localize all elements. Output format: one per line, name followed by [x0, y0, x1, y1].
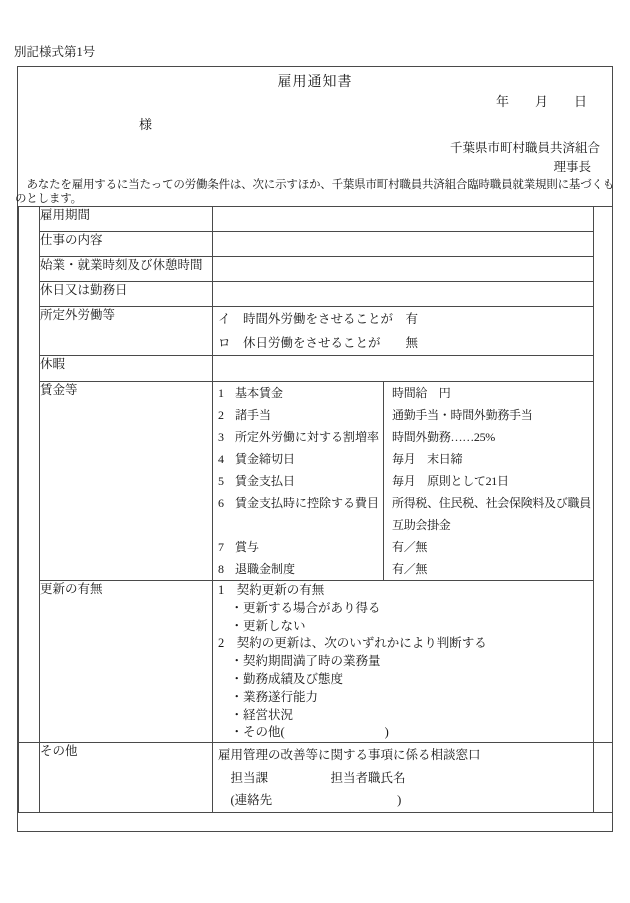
row-hours — [19, 257, 613, 282]
wage-item-row — [213, 404, 593, 426]
notice-header — [15, 67, 615, 206]
row-employment-period — [19, 207, 613, 232]
addressee-line: 様 — [139, 117, 153, 132]
row-content-renewal — [213, 581, 594, 743]
row-holidays — [19, 282, 613, 307]
wage-item-name: 6 賃金支払時に控除する費目 — [213, 492, 384, 536]
renewal-line: ・業務遂行能力 — [218, 689, 319, 704]
wage-item-value: 毎月 末日締 — [392, 452, 463, 466]
row-content-hours — [213, 257, 594, 282]
wage-item-row — [213, 558, 593, 580]
right-gutter-column — [594, 207, 613, 743]
row-job-content — [19, 232, 613, 257]
wage-item-row — [213, 492, 593, 536]
wage-item-row — [213, 448, 593, 470]
wage-item-row — [213, 382, 593, 404]
row-label-wages: 賃金等 — [40, 382, 213, 581]
wage-item-row — [213, 470, 593, 492]
row-content-employment-period — [213, 207, 594, 232]
wage-item-name: 4 賃金締切日 — [213, 448, 384, 470]
left-gutter-other — [19, 743, 40, 813]
wage-item-value: 毎月 原則として21日 — [392, 474, 509, 488]
date-line: 年 月 日 — [495, 94, 587, 109]
wage-item-row — [213, 426, 593, 448]
row-label-job-content: 仕事の内容 — [40, 232, 213, 257]
wage-item-value: 所得税、住民税、社会保険料及び職員互助会掛金 — [392, 496, 591, 532]
right-gutter-other — [594, 743, 613, 813]
overtime-line-2: ロ 休日労働をさせることが 無 — [218, 336, 419, 350]
renewal-line: ・契約期間満了時の業務量 — [218, 654, 381, 669]
row-label-leave: 休暇 — [40, 356, 213, 382]
left-gutter-column — [19, 207, 40, 743]
wage-item-name: 1 基本賃金 — [213, 382, 384, 404]
wage-item-name: 5 賃金支払日 — [213, 470, 384, 492]
wage-item-value: 時間外勤務……25% — [392, 430, 495, 444]
row-content-leave — [213, 356, 594, 382]
row-content-overtime — [213, 307, 594, 356]
renewal-line: ・勤務成績及び態度 — [218, 671, 344, 686]
row-label-other: その他 — [40, 743, 213, 813]
wage-item-name: 8 退職金制度 — [213, 558, 384, 580]
wage-item-value: 通勤手当・時間外勤務手当 — [392, 408, 533, 422]
row-label-overtime: 所定外労働等 — [40, 307, 213, 356]
renewal-line: ・更新する場合があり得る — [218, 600, 381, 615]
wage-item-value: 時間給 円 — [392, 386, 451, 400]
row-leave — [19, 356, 613, 382]
wage-item-value: 有／無 — [392, 540, 428, 554]
other-line: 雇用管理の改善等に関する事項に係る相談窓口 — [218, 748, 481, 763]
renewal-line: 1 契約更新の有無 — [218, 583, 325, 597]
row-overtime — [19, 307, 613, 356]
issuer-title: 理事長 — [553, 160, 591, 174]
wage-item-name: 7 賞与 — [213, 536, 384, 558]
document-title: 雇用通知書 — [277, 75, 353, 90]
renewal-line: 2 契約の更新は、次のいずれかにより判断する — [218, 636, 487, 651]
renewal-line: ・その他( ) — [218, 725, 389, 740]
row-content-job-content — [213, 232, 594, 257]
row-label-renewal: 更新の有無 — [40, 581, 213, 743]
other-line: 担当課 担当者職氏名 — [218, 770, 406, 785]
row-content-other — [213, 743, 594, 813]
other-line: (連絡先 ) — [218, 793, 402, 808]
row-wages — [19, 382, 613, 581]
wage-item-value: 有／無 — [392, 562, 428, 576]
renewal-line: ・更新しない — [218, 618, 306, 633]
intro-paragraph: あなたを雇用するに当たっての労働条件は、次に示すほか、千葉県市町村職員共済組合臨時職員就業規則に基づくものとします。 — [15, 179, 615, 205]
issuer-org: 千葉県市町村職員共済組合 — [449, 141, 600, 155]
wage-item-name: 3 所定外労働に対する割増率 — [213, 426, 384, 448]
conditions-table — [18, 206, 613, 813]
row-label-hours: 始業・就業時刻及び休憩時間 — [40, 257, 213, 282]
row-content-holidays — [213, 282, 594, 307]
row-label-holidays: 休日又は勤務日 — [40, 282, 213, 307]
renewal-line: ・経営状況 — [218, 707, 294, 722]
row-renewal — [19, 581, 613, 743]
overtime-line-1: イ 時間外労働をさせることが 有 — [218, 312, 419, 326]
notice-box — [17, 66, 613, 832]
row-other — [19, 743, 613, 813]
wage-item-name: 2 諸手当 — [213, 404, 384, 426]
row-content-wages — [213, 382, 594, 581]
row-label-employment-period: 雇用期間 — [40, 207, 213, 232]
wage-item-row — [213, 536, 593, 558]
form-id: 別記様式第1号 — [14, 45, 96, 59]
